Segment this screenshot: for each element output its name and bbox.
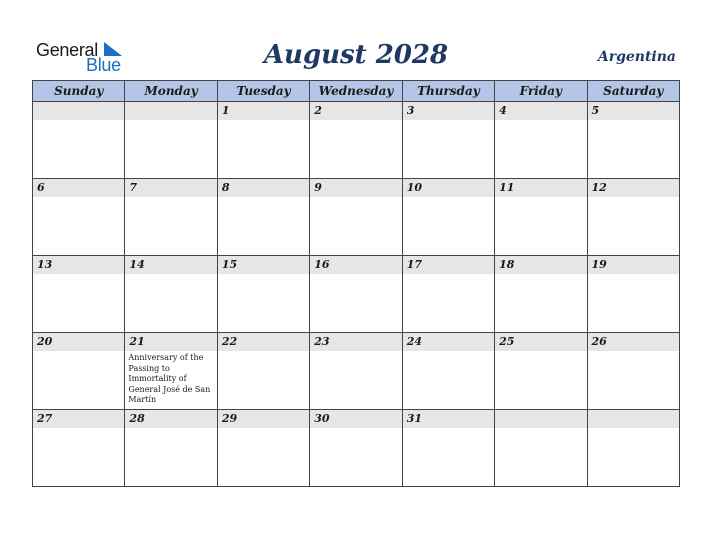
day-number [33,102,124,120]
day-number: 16 [310,256,401,274]
day-cell [402,256,494,333]
week-row [33,179,680,256]
day-cell [33,256,125,333]
day-cell [125,179,217,256]
day-number [495,410,586,428]
day-cell [587,333,679,410]
day-number: 19 [588,256,679,274]
day-number: 6 [33,179,124,197]
weekday-header: Wednesday [310,81,402,102]
day-cell [217,256,309,333]
weekday-header: Tuesday [217,81,309,102]
week-row [33,410,680,487]
empty-day-cell [33,102,125,179]
day-cell [310,179,402,256]
day-number: 9 [310,179,401,197]
day-number: 23 [310,333,401,351]
day-cell [33,333,125,410]
day-cell [310,102,402,179]
day-number: 10 [403,179,494,197]
day-number: 31 [403,410,494,428]
day-cell [402,410,494,487]
day-cell [402,333,494,410]
day-number: 8 [218,179,309,197]
day-number: 2 [310,102,401,120]
day-number: 13 [33,256,124,274]
day-number: 12 [588,179,679,197]
day-cell [587,179,679,256]
day-cell [495,102,587,179]
day-cell [125,256,217,333]
country-label: Argentina [597,49,676,65]
day-cell [217,333,309,410]
calendar-grid [32,80,680,487]
day-cell [310,333,402,410]
weekday-header-row [33,81,680,102]
day-cell [402,102,494,179]
day-number: 26 [588,333,679,351]
weekday-header: Friday [495,81,587,102]
empty-day-cell [125,102,217,179]
weekday-header: Sunday [33,81,125,102]
day-number: 20 [33,333,124,351]
day-number: 14 [125,256,216,274]
day-number: 17 [403,256,494,274]
day-cell [495,179,587,256]
day-cell [310,410,402,487]
day-number: 15 [218,256,309,274]
day-number: 30 [310,410,401,428]
day-number: 1 [218,102,309,120]
day-cell [125,410,217,487]
day-number: 29 [218,410,309,428]
day-cell [587,256,679,333]
day-number: 22 [218,333,309,351]
logo-text-general: General [36,40,98,60]
day-number: 5 [588,102,679,120]
week-row [33,256,680,333]
week-row [33,102,680,179]
day-cell [495,333,587,410]
day-number [125,102,216,120]
day-cell [125,333,217,410]
day-number: 21 [125,333,216,351]
day-cell [587,102,679,179]
day-number: 27 [33,410,124,428]
weekday-header: Saturday [587,81,679,102]
day-cell [33,179,125,256]
day-cell [217,179,309,256]
day-number: 25 [495,333,586,351]
day-cell [217,410,309,487]
day-number: 7 [125,179,216,197]
day-number: 3 [403,102,494,120]
weekday-header: Thursday [402,81,494,102]
day-number [588,410,679,428]
day-cell [495,256,587,333]
week-row [33,333,680,410]
day-cell [402,179,494,256]
logo-text-blue: Blue [86,55,121,75]
day-number: 18 [495,256,586,274]
day-number: 11 [495,179,586,197]
day-cell [217,102,309,179]
weekday-header: Monday [125,81,217,102]
empty-day-cell [495,410,587,487]
day-number: 24 [403,333,494,351]
day-number: 4 [495,102,586,120]
holiday-label: Anniversary of the Passing to Immortality of General José de San Martín [128,353,211,404]
empty-day-cell [587,410,679,487]
page-title: August 2028 [263,40,449,70]
day-cell [33,410,125,487]
day-cell [310,256,402,333]
day-number: 28 [125,410,216,428]
